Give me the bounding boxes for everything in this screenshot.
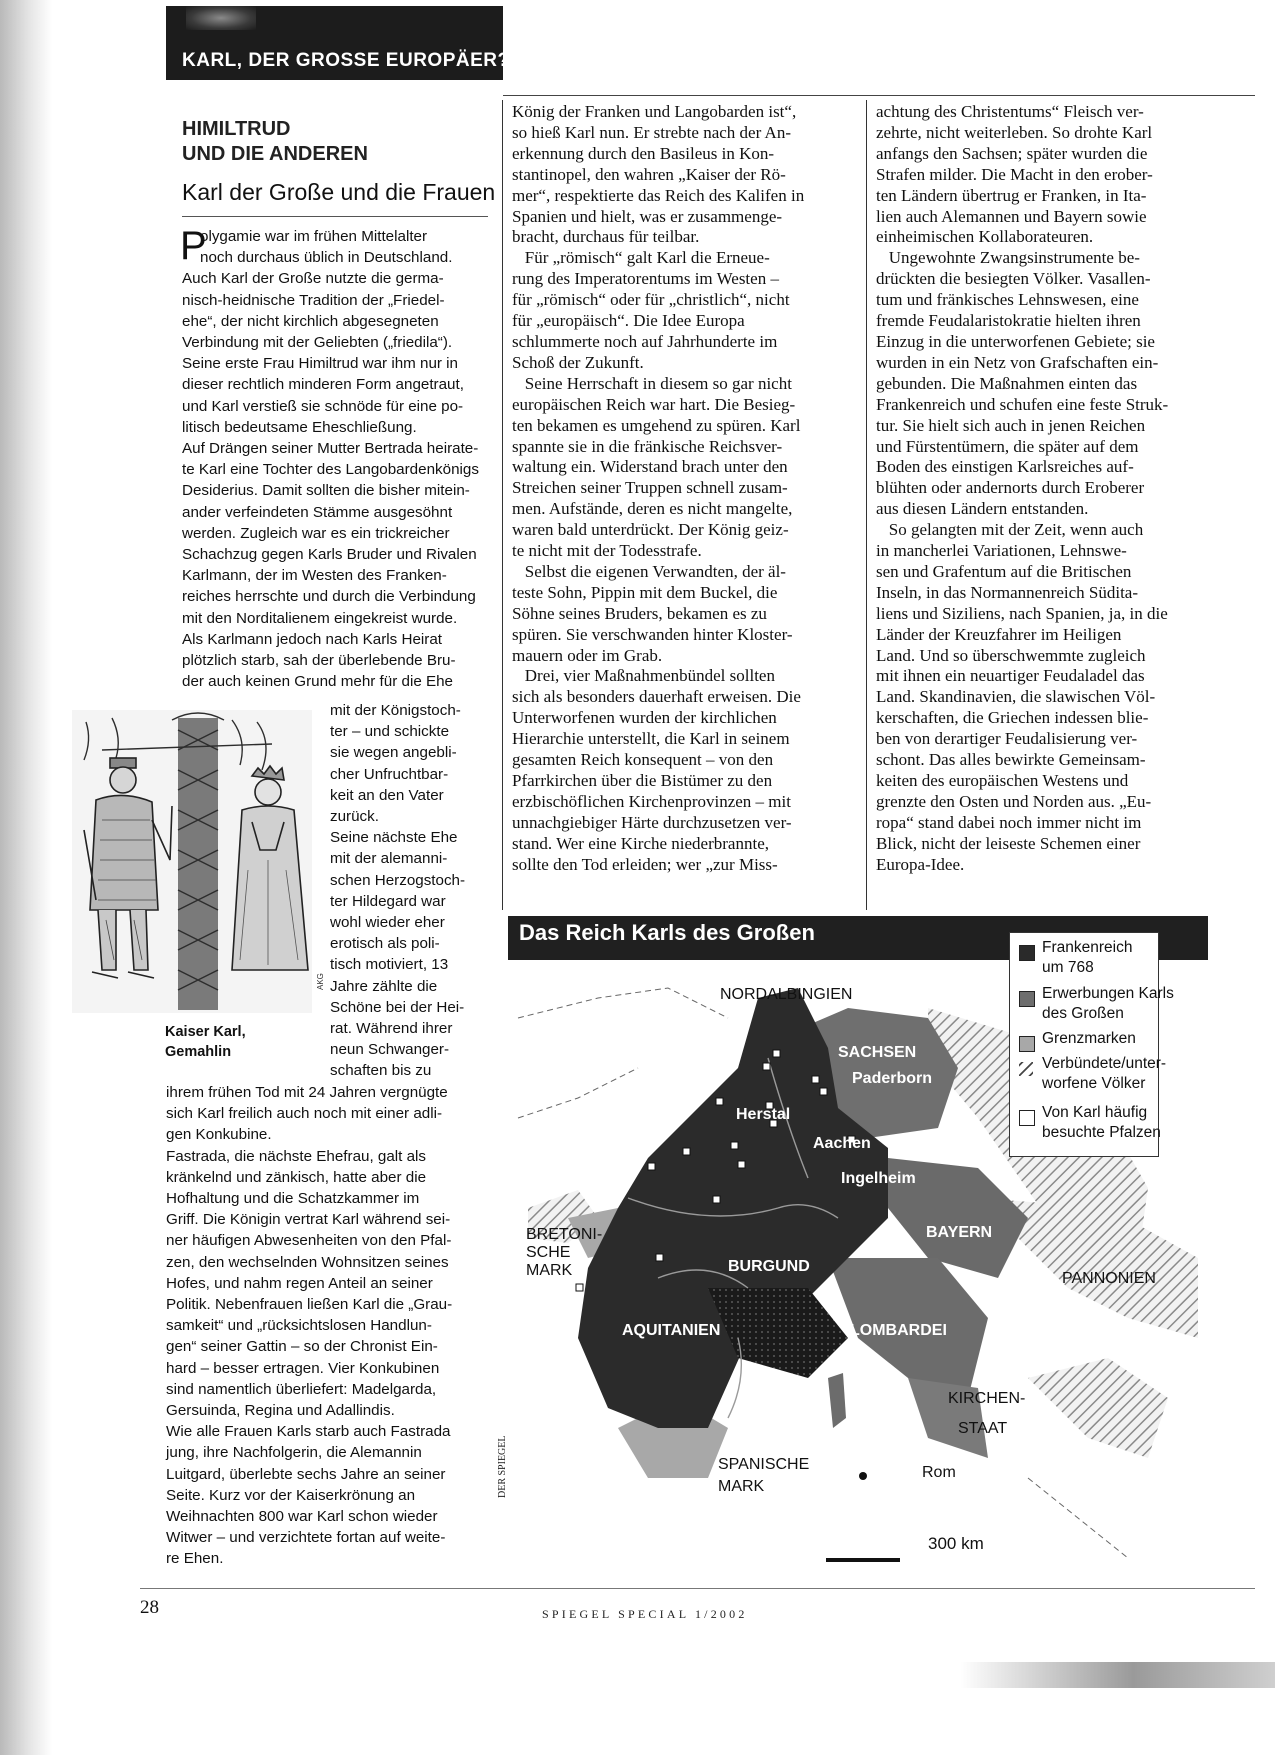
main-text-line: wurden in ein Netz von Grafschaften ein-	[876, 352, 1159, 372]
sidebar-text-line: te Karl eine Tochter des Langobardenkönigs	[182, 461, 479, 479]
drop-cap: P	[180, 224, 207, 268]
main-text-line: achtung des Christentums“ Fleisch ver-	[876, 102, 1144, 121]
main-text-line: schlummerte noch auf Jahrhunderte im	[512, 331, 778, 351]
sidebar-text-line: Seine nächste Ehe	[330, 829, 458, 847]
main-text-line: ten Ländern übertrug er Franken, in Ita-	[876, 185, 1147, 205]
sidebar-text-line: kränkelnd und zänkisch, hatte aber die	[166, 1168, 427, 1186]
sidebar-text-line: Seite. Kurz vor der Kaiserkrönung an	[166, 1486, 416, 1504]
sidebar-text-line: hard – besser ertragen. Vier Konkubinen	[166, 1359, 440, 1377]
sidebar-text-line: Hofes, und nahm regen Anteil an seiner	[166, 1274, 433, 1292]
main-text-line: aus diesen Ländern entstanden.	[876, 499, 1089, 519]
image-credit: AKG	[316, 973, 325, 990]
main-text-line: stantinopel, den wahren „Kaiser der Rö-	[512, 164, 786, 184]
main-text-line: waren bald unterdrückt. Der König geiz-	[512, 520, 789, 540]
sidebar-text-line: Wie alle Frauen Karls starb auch Fastrada	[166, 1423, 451, 1441]
main-text-line: lien auch Alemannen und Bayern sowie	[876, 206, 1147, 226]
legend-swatch-frankenreich	[1019, 945, 1035, 961]
sidebar-text-line: schen Herzogstoch-	[330, 871, 466, 889]
label-burgund: BURGUND	[728, 1258, 810, 1275]
sidebar-text-line: werden. Zugleich war es ein trickreicher	[182, 524, 450, 542]
main-text-line: erzbischöflichen Kirchenprovinzen – mit	[512, 791, 791, 811]
main-text-line: für „europäisch“. Die Idee Europa	[512, 311, 745, 331]
main-text-line: mauern oder im Grab.	[512, 645, 663, 665]
main-text-line: tur. Sie hielt sich auch in jenen Reichen	[876, 415, 1146, 435]
main-text-line: Strafen milder. Die Macht in den erober-	[876, 164, 1153, 184]
main-text-line: mer“, respektierte das Reich des Kalifen in	[512, 185, 805, 205]
sidebar-text-line: Gersuinda, Regina und Adallindis.	[166, 1402, 395, 1420]
legend-erwerbungen-line1: Erwerbungen Karls	[1042, 985, 1174, 1002]
main-text-line: blühten oder andernorts durch Eroberer	[876, 478, 1145, 498]
main-text-line: Europa-Idee.	[876, 854, 965, 874]
main-text-line: ben von derartiger Feudalisierung ver-	[876, 729, 1138, 749]
sidebar-text-line: Politik. Nebenfrauen ließen Karl die „Grau-	[166, 1296, 453, 1314]
main-text-line: Schoß der Zukunft.	[512, 352, 644, 372]
sidebar-text-line: reiches herrschte und durch die Verbindung	[182, 588, 476, 606]
sidebar-kicker	[182, 117, 368, 167]
caption-line1: Kaiser Karl,	[165, 1024, 246, 1040]
legend-frankenreich-line2: um 768	[1042, 958, 1094, 976]
caption-line2: Gemahlin	[165, 1044, 232, 1060]
sidebar-text-line: mit den Norditalienem eingekreist wurde.	[182, 609, 458, 627]
legend-item-verbuendete	[1042, 1054, 1166, 1093]
main-text-line: gebunden. Die Maßnahmen einten das	[876, 373, 1138, 393]
map-credit: DER SPIEGEL	[497, 1435, 508, 1498]
sidebar-text-line: Hofhaltung und die Schatzkammer im	[166, 1190, 420, 1208]
label-scale: 300 km	[928, 1534, 984, 1553]
label-bretonische-1: BRETONI-	[526, 1226, 603, 1243]
main-text-line: Drei, vier Maßnahmenbündel sollten	[512, 666, 775, 686]
main-text-line: rung des Imperatorentums im Westen –	[512, 269, 779, 289]
main-text-line: so hieß Karl nun. Er strebte nach der An-	[512, 122, 791, 142]
scale-bar	[826, 1558, 900, 1562]
sidebar-text-line: Karlmann, der im Westen des Franken-	[182, 567, 447, 585]
main-text-line: Spanien und hielt, was er zusammenge-	[512, 206, 783, 226]
sidebar-text-line: wohl wieder eher	[330, 914, 445, 932]
sidebar-tail-text	[166, 1082, 452, 1570]
sidebar-text-line: ander verfeindeten Stämme ausgesöhnt	[182, 503, 453, 521]
main-text-line: Inseln, in das Normannenreich Südita-	[876, 582, 1139, 602]
label-aquitanien: AQUITANIEN	[622, 1322, 721, 1339]
illustration-caption	[165, 1022, 246, 1062]
main-text-line: liens und Siziliens, nach Spanien, ja, in die	[876, 603, 1168, 623]
sidebar-text-line: Griff. Die Königin vertrat Karl während sei-	[166, 1211, 451, 1229]
map-legend	[1009, 932, 1174, 1157]
main-text-line: Länder der Kreuzfahrer im Heiligen	[876, 624, 1122, 644]
sidebar-text-line: jung, ihre Nachfolgerin, die Alemannin	[166, 1444, 422, 1462]
main-text-line: Blick, nicht der leiseste Schemen einer	[876, 833, 1141, 853]
subhead-rule	[182, 216, 488, 217]
main-text-line: Söhne seines Bruders, bekamen es zu	[512, 603, 767, 623]
banner-photo-fragment	[186, 6, 256, 30]
sidebar-text-line: plötzlich starb, sah der überlebende Bru-	[182, 652, 456, 670]
label-ingelheim: Ingelheim	[841, 1170, 916, 1187]
main-text-line: Unterworfenen wurden der kirchlichen	[512, 708, 777, 728]
main-text-line: sich als besonders dauerhaft erweisen. Die	[512, 687, 801, 707]
sidebar-text-line: Schöne bei der Hei-	[330, 998, 465, 1016]
legend-swatch-verbuendete	[1019, 1062, 1033, 1076]
legend-swatch-erwerbungen	[1019, 991, 1035, 1007]
label-kirchenstaat-1: KIRCHEN-	[948, 1390, 1026, 1407]
sidebar-text-line: ner häufigen Abwesenheiten von den Pfal-	[166, 1232, 452, 1250]
main-text-line: ropa“ stand dabei noch immer nicht im	[876, 812, 1142, 832]
sidebar-text-line: ter – und schickte	[330, 723, 450, 741]
main-text-line: und Fürstentümern, die später auf dem	[876, 436, 1139, 456]
sidebar-text-line: zen, den wechselnden Wohnsitzen seines	[166, 1253, 449, 1271]
legend-swatch-pfalzen	[1019, 1110, 1035, 1126]
sidebar-text-line: litisch bedeutsame Eheschließung.	[182, 418, 417, 436]
main-text-line: kerschaften, die Griechen indessen blie-	[876, 708, 1149, 728]
main-text-line: teste Sohn, Pippin mit dem Buckel, die	[512, 582, 778, 602]
main-text-line: in mancherlei Variationen, Lehnswe-	[876, 541, 1127, 561]
scan-shadow-left	[0, 0, 52, 1755]
sidebar-text-line: ihrem frühen Tod mit 24 Jahren vergnügte	[166, 1084, 448, 1101]
sidebar-text-line: Jahre zählte die	[330, 977, 438, 995]
main-text-line: So gelangten mit der Zeit, wenn auch	[876, 520, 1144, 540]
label-spanische-mark	[718, 1454, 809, 1498]
legend-verbuendete-line2: worfene Völker	[1042, 1074, 1146, 1092]
main-text-line: Selbst die eigenen Verwandten, der äl-	[512, 561, 786, 581]
sidebar-text-line: cher Unfruchtbar-	[330, 765, 449, 783]
sidebar-text-line: rat. Während ihrer	[330, 1020, 453, 1038]
sidebar-text-line: mit der alemanni-	[330, 850, 448, 868]
sidebar-text-line: Fastrada, die nächste Ehefrau, galt als	[166, 1147, 427, 1165]
main-text-line: drückten die besiegten Völker. Vasallen-	[876, 269, 1151, 289]
sidebar-text-line: keit an den Vater	[330, 786, 444, 804]
sidebar-text-line: sind namentlich überliefert: Madelgarda,	[166, 1380, 437, 1398]
sidebar-text-line: Schachzug gegen Karls Bruder und Rivalen	[182, 546, 477, 564]
sidebar-text-line: schaften bis zu	[330, 1062, 432, 1080]
sidebar-text-line: sich Karl freilich auch noch mit einer adli-	[166, 1105, 443, 1123]
main-text-line: Frankenreich und schufen eine feste Struk-	[876, 394, 1169, 414]
sidebar-text-line: Verbindung mit der Geliebten („friedila“).	[182, 334, 453, 352]
label-herstal: Herstal	[736, 1106, 791, 1123]
main-text-line: mit ihnen ein neuartiger Feudaladel das	[876, 666, 1145, 686]
sidebar-text-line: samkeit“ und „rücksichtslosen Handlun-	[166, 1317, 432, 1335]
main-text-line: anfangs den Sachsen; später wurden die	[876, 143, 1148, 163]
label-kirchenstaat	[948, 1384, 1025, 1444]
sidebar-intro-text	[182, 226, 479, 692]
sidebar-text-line: noch durchaus üblich in Deutschland.	[200, 249, 453, 267]
sidebar-text-line: Auch Karl der Große nutzte die germa-	[182, 270, 444, 288]
legend-erwerbungen-line2: des Großen	[1042, 1004, 1124, 1022]
main-text-line: spannte sie in die fränkische Reichsver-	[512, 436, 783, 456]
sidebar-text-line: Auf Drängen seiner Mutter Bertrada heirate-	[182, 440, 479, 458]
sidebar-text-line: dieser rechtlich minderen Form angetraut,	[182, 376, 464, 394]
legend-item-frankenreich	[1042, 938, 1132, 977]
legend-grenzmarken-line1: Grenzmarken	[1042, 1030, 1136, 1047]
label-bretonische-3: MARK	[526, 1262, 573, 1279]
main-text-line: stand. Wer eine Kirche niederbrannte,	[512, 833, 769, 853]
main-text-line: Streichen seiner Truppen schnell zusam-	[512, 478, 788, 498]
label-bayern: BAYERN	[926, 1224, 993, 1241]
label-rom: Rom	[922, 1464, 956, 1481]
main-text-line: Hierarchie unterstellt, die Karl in seinem	[512, 729, 790, 749]
main-text-line: te nicht mit der Todesstrafe.	[512, 541, 702, 561]
label-spanische-2: MARK	[718, 1478, 765, 1495]
sidebar-text-line: und Karl verstieß sie schnöde für eine po-	[182, 397, 464, 415]
sidebar-text-line: Weihnachten 800 war Karl schon wieder	[166, 1508, 438, 1526]
legend-item-pfalzen	[1042, 1103, 1161, 1142]
label-aachen: Aachen	[813, 1135, 871, 1152]
legend-pfalzen-line1: Von Karl häufig	[1042, 1104, 1148, 1121]
sidebar-text-line: sie wegen angebli-	[330, 744, 457, 762]
main-text-line: Einzug in die unterworfenen Gebiete; sie	[876, 331, 1155, 351]
label-bretonische-mark	[526, 1226, 602, 1280]
city-rom-dot	[859, 1472, 867, 1480]
sidebar-text-line: Desiderius. Damit sollten die bisher mitein-	[182, 482, 470, 500]
main-text-line: Seine Herrschaft in diesem so gar nicht	[512, 373, 792, 393]
main-text-line: zehrte, nicht weiterleben. So drohte Karl	[876, 122, 1153, 142]
legend-swatch-grenzmarken	[1019, 1036, 1035, 1052]
sidebar-text-line: Seine erste Frau Himiltrud war ihm nur in	[182, 355, 459, 373]
main-text-line: König der Franken und Langobarden ist“,	[512, 102, 797, 121]
sidebar-text-line: Luitgard, überlebte sechs Jahre an seiner	[166, 1465, 446, 1483]
sidebar-text-line: Als Karlmann jedoch nach Karls Heirat	[182, 630, 442, 648]
legend-verbuendete-line1: Verbündete/unter-	[1042, 1055, 1167, 1072]
main-text-line: Boden des einstigen Karlsreiches auf-	[876, 457, 1134, 477]
label-kirchenstaat-2: STAAT	[958, 1420, 1008, 1437]
main-column-1	[512, 102, 804, 876]
sidebar-kicker-line2: UND DIE ANDEREN	[182, 143, 368, 165]
legend-pfalzen-line2: besuchte Pfalzen	[1042, 1123, 1161, 1141]
sidebar-text-line: tisch motiviert, 13	[330, 956, 449, 974]
main-text-line: schont. Das alles bewirkte Gemeinsam-	[876, 750, 1146, 770]
main-text-line: Für „römisch“ galt Karl die Erneue-	[512, 248, 770, 268]
sidebar-text-line: gen“ seiner Gattin – so der Chronist Ein-	[166, 1338, 438, 1356]
sidebar-text-line: gen Konkubine.	[166, 1126, 272, 1144]
main-text-line: grenzte den Osten und Norden aus. „Eu-	[876, 791, 1152, 811]
sidebar-text-line: zurück.	[330, 808, 379, 826]
label-paderborn: Paderborn	[852, 1070, 933, 1087]
sidebar-text-line: re Ehen.	[166, 1550, 224, 1568]
main-text-line: sen und Grafentum auf die Britischen	[876, 561, 1132, 581]
main-text-line: für „römisch“ oder für „christlich“, nicht	[512, 290, 790, 310]
label-nordalbingien: NORDALBINGIEN	[720, 986, 853, 1003]
main-text-line: fremde Feudalaristokratie hielten ihren	[876, 311, 1141, 331]
main-text-line: europäischen Reich war hart. Die Besieg-	[512, 394, 796, 414]
legend-item-erwerbungen	[1042, 984, 1174, 1023]
main-text-line: Land. Und so überschwemmte zugleich	[876, 645, 1146, 665]
label-pannonien: PANNONIEN	[1062, 1270, 1156, 1287]
column-rule-2	[866, 100, 867, 910]
footer-rule	[140, 1588, 1255, 1589]
main-text-line: spüren. Sie verschwanden hinter Kloster-	[512, 624, 793, 644]
main-text-line: bracht, durchaus für teilbar.	[512, 227, 700, 247]
label-lombardei: LOMBARDEI	[850, 1322, 947, 1339]
legend-frankenreich-line1: Frankenreich	[1042, 939, 1133, 956]
main-text-line: men. Aufstände, deren es nicht mangelte,	[512, 499, 793, 519]
main-text-line: Ungewohnte Zwangsinstrumente be-	[876, 248, 1140, 268]
sidebar-wrap-text	[330, 700, 465, 1082]
section-banner-title: KARL, DER GROSSE EUROPÄER?	[182, 50, 510, 71]
main-text-line: ten bekamen es umgehend zu spüren. Karl	[512, 415, 801, 435]
main-text-line: unnachgiebiger Härte durchzusetzen ver-	[512, 812, 792, 832]
sidebar-text-line: neun Schwanger-	[330, 1041, 450, 1059]
main-text-line: erkennung durch den Basileus in Kon-	[512, 143, 775, 163]
sidebar-text-line: mit der Königstoch-	[330, 702, 461, 719]
sidebar-text-line: ehe“, der nicht kirchlich abgesegneten	[182, 312, 439, 330]
main-text-line: gesamten Reich konsequent – von den	[512, 750, 774, 770]
label-spanische-1: SPANISCHE	[718, 1456, 810, 1473]
label-bretonische-2: SCHE	[526, 1244, 571, 1261]
scan-shadow-bottom	[960, 1662, 1275, 1688]
sidebar-text-line: erotisch als poli-	[330, 935, 440, 953]
main-text-line: einheimischen Kollaborateuren.	[876, 227, 1094, 247]
sidebar-text-line: Witwer – und verzichtete fortan auf weite-	[166, 1529, 446, 1547]
sidebar-text-line: ter Hildegard war	[330, 892, 446, 910]
main-text-line: tum und fränkisches Lehnswesen, eine	[876, 290, 1139, 310]
main-text-line: Land. Skandinavien, die slawischen Völ-	[876, 687, 1156, 707]
label-sachsen: SACHSEN	[838, 1044, 917, 1061]
main-column-2	[876, 102, 1168, 876]
illustration-kaiser-karl	[72, 710, 312, 1013]
publication-footer: SPIEGEL SPECIAL 1/2002	[542, 1607, 748, 1621]
sidebar-text-line: nisch-heidnische Tradition der „Friedel-	[182, 291, 445, 309]
main-text-line: Pfarrkirchen über die Bistümer zu den	[512, 771, 773, 790]
column-rule-1	[502, 100, 503, 910]
sidebar-subhead: Karl der Große und die Frauen	[182, 179, 496, 205]
sidebar-kicker-line1: HIMILTRUD	[182, 118, 291, 140]
sidebar-text-line: olygamie war im frühen Mittelalter	[200, 228, 428, 245]
main-text-line: waltung ein. Widerstand brach unter den	[512, 457, 788, 477]
main-text-line: sollte den Tod erleiden; wer „zur Miss-	[512, 854, 778, 874]
main-text-line: keiten des europäischen Westens und	[876, 771, 1129, 790]
page-number: 28	[140, 1597, 159, 1618]
sidebar-text-line: der auch keinen Grund mehr für die Ehe	[182, 673, 454, 691]
top-rule	[503, 95, 1255, 96]
map-title: Das Reich Karls des Großen	[519, 920, 815, 945]
legend-item-grenzmarken	[1042, 1029, 1136, 1049]
